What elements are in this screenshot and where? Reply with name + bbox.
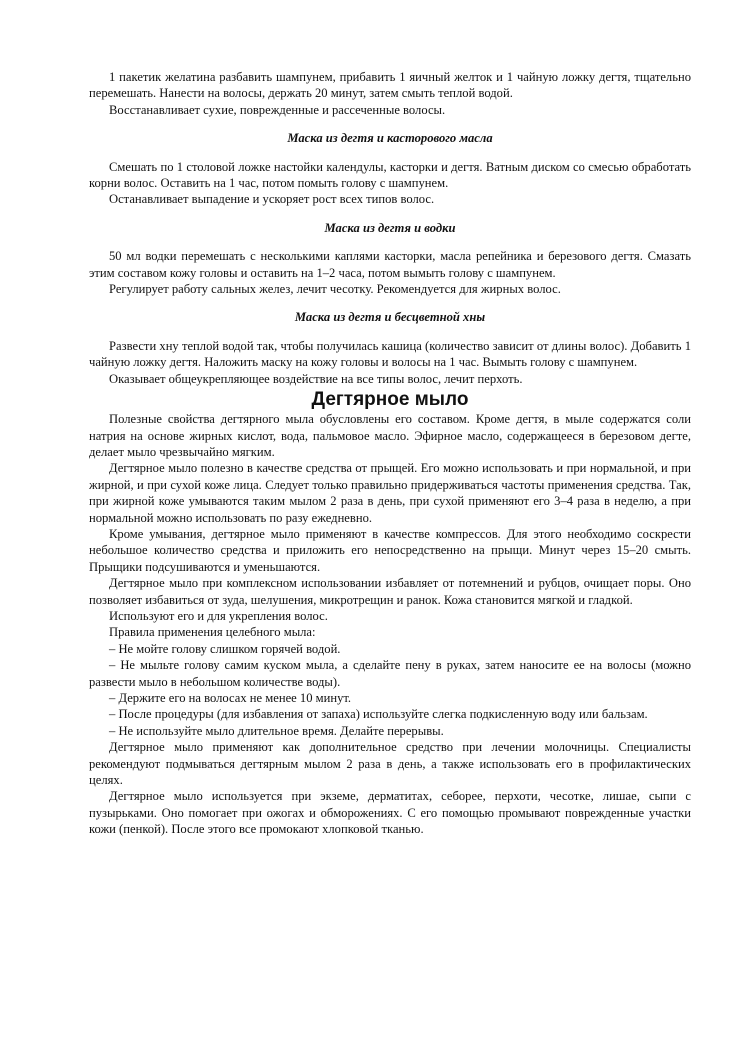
soap-paragraph: Кроме умывания, дегтярное мыло применяют в качестве компрессов. Для этого необходимо соскрести небольшое количество средства и приложить его непосредственно на прыщи. Минут через 15–20 смыть. Прыщики подсушиваются и уменьшаются. — [89, 526, 691, 574]
soap-rule-item: – После процедуры (для избавления от запаха) используйте слегка подкисленную воду или бальзам. — [109, 707, 648, 722]
soap-paragraph: Полезные свойства дегтярного мыла обусловлены его составом. Кроме дегтя, в мыле содержатся соли натрия на основе жирных кислот, вода, пальмовое масло. Эфирное масло, содержащееся в березовом дегте, делает мыло чрезвычайно мягким. — [89, 412, 691, 459]
castor-mask-instructions: Смешать по 1 столовой ложке настойки календулы, касторки и дегтя. Ватным диском со смесью обработать корни волос. Оставить на 1 час, потом помыть голову с шампунем. — [89, 159, 691, 191]
soap-rule-item: – Не мыльте голову самим куском мыла, а сделайте пену в руках, затем наносите ее на волосы (можно развести мыло в небольшом количестве воды). — [89, 658, 691, 689]
vodka-mask-heading: Маска из дегтя и водки — [324, 220, 456, 235]
castor-mask-effect: Останавливает выпадение и ускоряет рост всех типов волос. — [109, 192, 435, 207]
soap-rule-item: – Держите его на волосах не менее 10 минут. — [109, 691, 352, 705]
soap-rules-heading: Правила применения целебного мыла: — [109, 625, 316, 640]
soap-rule-item: – Не используйте мыло длительное время. Делайте перерывы. — [109, 723, 444, 738]
henna-mask-instructions: Развести хну теплой водой так, чтобы получилась кашица (количество зависит от длины волос). Добавить 1 чайную ложку дегтя. Наложить маску на кожу головы и волосы на 1 час. Вымыть голову с шампунем. — [89, 338, 691, 370]
soap-rule-item: – Не мойте голову слишком горячей водой. — [109, 641, 341, 656]
document-page — [89, 69, 691, 838]
henna-mask-heading: Маска из дегтя и бесцветной хны — [294, 310, 486, 325]
soap-paragraph: Дегтярное мыло при комплексном использовании избавляет от потемнений и рубцов, очищает поры. Оно позволяет избавиться от зуда, шелушения, микротрещин и ранок. Кожа становится мягкой и гладкой. — [89, 576, 691, 607]
soap-paragraph: Дегтярное мыло применяют как дополнительное средство при лечении молочницы. Специалисты рекомендуют подмываться дегтярным мылом 2 раза в день, а также использовать его в профилактических целях. — [89, 740, 691, 788]
gelatin-mask-effect: Восстанавливает сухие, поврежденные и рассеченные волосы. — [109, 102, 446, 117]
castor-mask-heading: Маска из дегтя и касторового масла — [287, 131, 493, 146]
soap-paragraph: Используют его и для укрепления волос. — [109, 608, 328, 623]
soap-paragraph: Дегтярное мыло используется при экземе, дерматитах, себорее, перхоти, чесотке, лишае, сыпи с пузырьками. Оно помогает при ожогах и обморожениях. С его помощью промывают поврежденные участки кожи (пенкой). После этого все промокают хлопковой тканью. — [89, 789, 691, 837]
soap-paragraph: Дегтярное мыло полезно в качестве средства от прыщей. Его можно использовать и при нормальной, и при жирной, и при сухой коже лица. Следует только правильно придерживаться частоты применения средства. Так, при жирной коже умываются таким мылом 2 раза в день, при сухой применяют его 3–4 раза в неделю, а при нормальной можно использовать по разу ежедневно. — [89, 461, 691, 525]
henna-mask-effect: Оказывает общеукрепляющее воздействие на все типы волос, лечит перхоть. — [109, 371, 523, 386]
vodka-mask-effect: Регулирует работу сальных желез, лечит чесотку. Рекомендуется для жирных волос. — [109, 282, 561, 297]
vodka-mask-instructions: 50 мл водки перемешать с несколькими каплями касторки, масла репейника и березового дегтя. Смазать этим составом кожу головы и оставить на 1–2 часа, потом вымыть голову с шампунем. — [89, 249, 691, 280]
gelatin-mask-instructions: 1 пакетик желатина разбавить шампунем, прибавить 1 яичный желток и 1 чайную ложку дегтя, тщательно перемешать. Нанести на волосы, держать 20 минут, затем смыть теплой водой. — [89, 70, 691, 101]
tar-soap-title: Дегтярное мыло — [311, 389, 469, 411]
